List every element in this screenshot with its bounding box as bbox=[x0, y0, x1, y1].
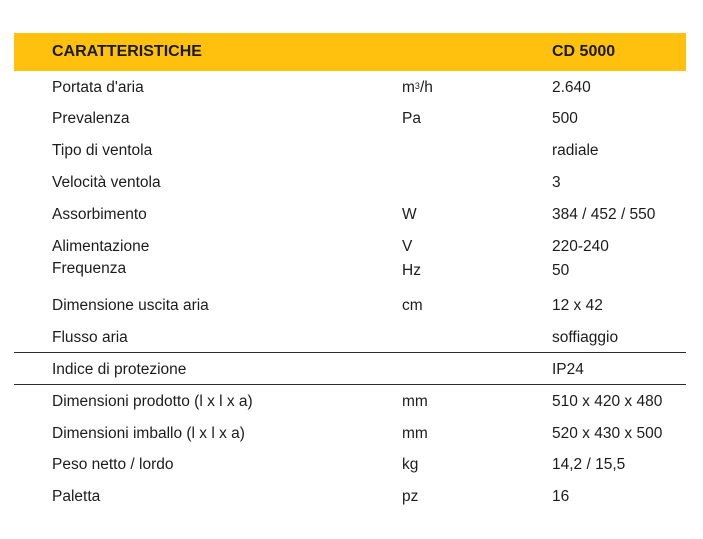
spec-table-header bbox=[14, 33, 686, 71]
row-unit: W bbox=[402, 206, 417, 223]
row-label: Dimensioni prodotto (l x l x a) bbox=[52, 393, 253, 410]
row-unit: Pa bbox=[402, 110, 421, 127]
row-value: IP24 bbox=[552, 361, 584, 378]
row-label: Peso netto / lordo bbox=[52, 456, 174, 473]
row-unit: mm bbox=[402, 425, 428, 442]
row-label: Flusso aria bbox=[52, 329, 128, 346]
row-alimentazione-frequenza bbox=[14, 236, 686, 282]
header-label: CARATTERISTICHE bbox=[52, 43, 202, 60]
row-label: Velocità ventola bbox=[52, 174, 161, 191]
row-unit: V bbox=[402, 238, 413, 255]
section-divider bbox=[14, 352, 686, 353]
row-value: 520 x 430 x 500 bbox=[552, 425, 663, 442]
row-value: 500 bbox=[552, 110, 578, 127]
row-value: radiale bbox=[552, 142, 599, 159]
row-value: 16 bbox=[552, 488, 570, 505]
row-label: Dimensioni imballo (l x l x a) bbox=[52, 425, 245, 442]
row-unit: $m^3/h$ bbox=[402, 79, 433, 96]
row-value: 12 x 42 bbox=[552, 297, 603, 314]
row-value: 14,2 / 15,5 bbox=[552, 456, 626, 473]
row-value: 220-240 bbox=[552, 238, 609, 255]
row-label: Assorbimento bbox=[52, 206, 147, 223]
row-value: 384 / 452 / 550 bbox=[552, 206, 656, 223]
row-unit: kg bbox=[402, 456, 419, 473]
row-label: Dimensione uscita aria bbox=[52, 297, 209, 314]
row-label-secondary: Frequenza bbox=[52, 260, 127, 277]
row-label: Prevalenza bbox=[52, 110, 130, 127]
row-label: Portata d'aria bbox=[52, 79, 144, 96]
row-value: 3 bbox=[552, 174, 561, 191]
row-value: 510 x 420 x 480 bbox=[552, 393, 663, 410]
row-label: Paletta bbox=[52, 488, 101, 505]
header-model: CD 5000 bbox=[552, 43, 616, 60]
row-unit: pz bbox=[402, 488, 419, 505]
row-unit-secondary: Hz bbox=[402, 262, 421, 279]
row-unit: cm bbox=[402, 297, 423, 314]
row-unit: mm bbox=[402, 393, 428, 410]
row-value: 2.640 bbox=[552, 79, 591, 96]
row-label: Indice di protezione bbox=[52, 361, 187, 378]
section-divider bbox=[14, 384, 686, 385]
row-value: soffiaggio bbox=[552, 329, 619, 346]
row-label: Alimentazione bbox=[52, 238, 150, 255]
row-label: Tipo di ventola bbox=[52, 142, 153, 159]
row-value-secondary: 50 bbox=[552, 262, 570, 279]
